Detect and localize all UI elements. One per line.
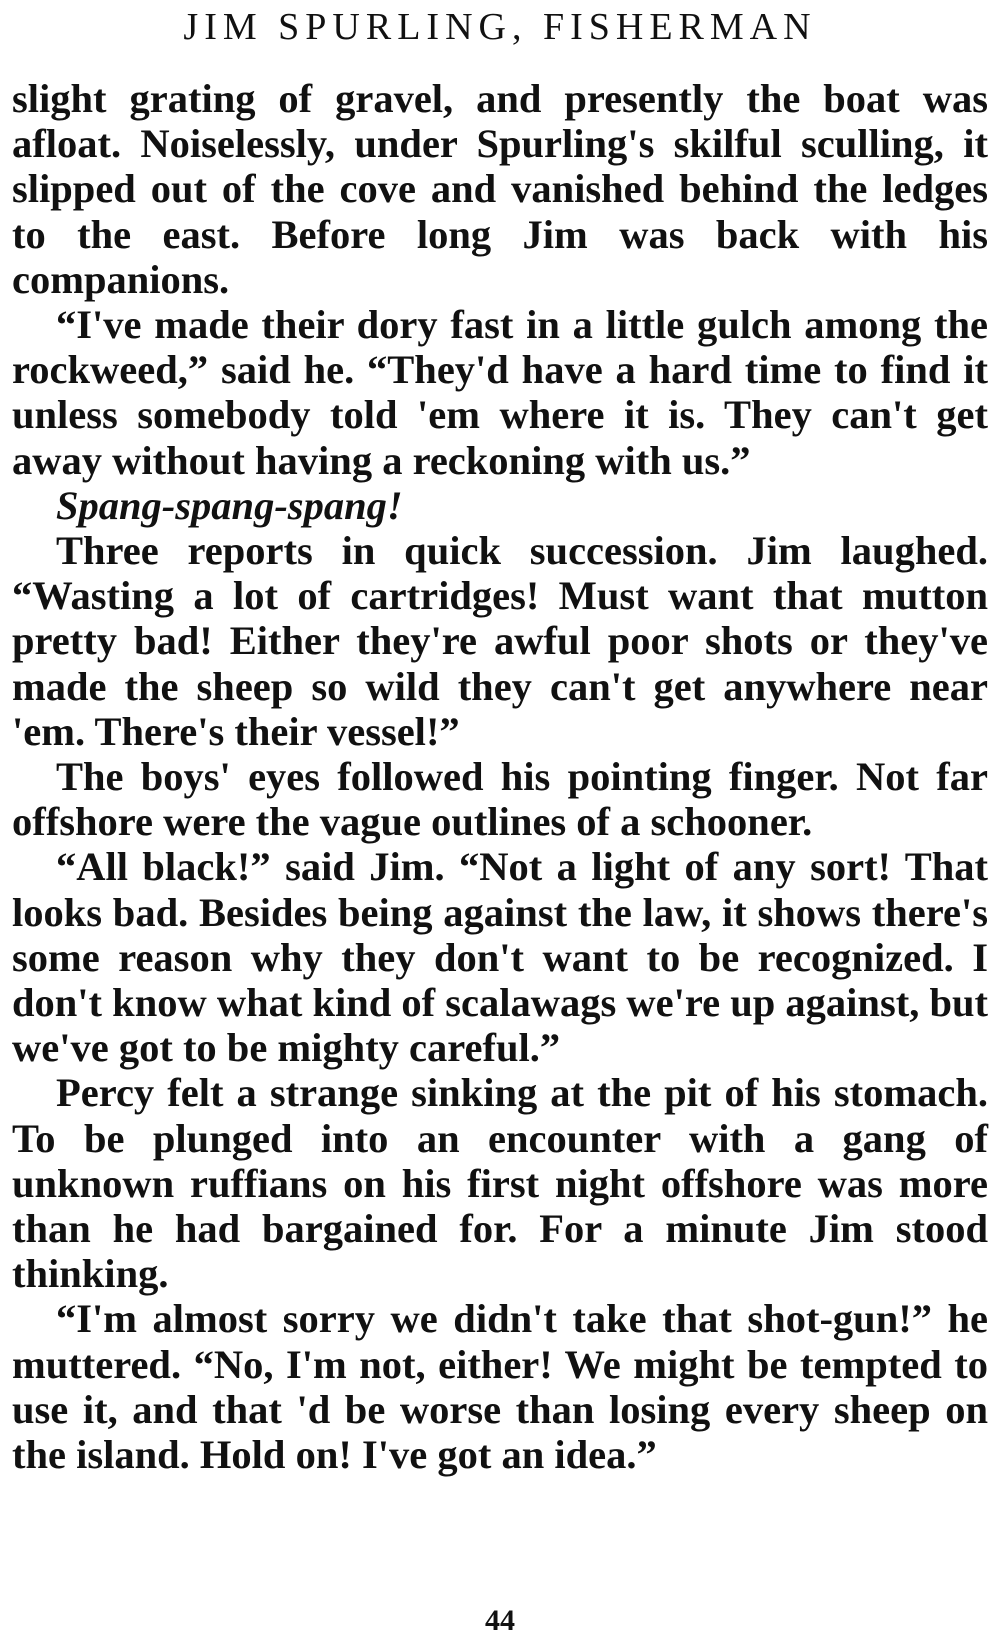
paragraph-continuation: slight grating of gravel, and presently the boat was afloat. Noiselessly, under Spurling's skilful sculling, it slipped out of the cove and vanished behind the ledges to the east. Before long Jim was back with his companions. [12, 76, 988, 302]
running-title: JIM SPURLING, FISHERMAN [183, 6, 817, 48]
paragraph-gunshots: Spang-spang-spang! [56, 482, 403, 528]
paragraph-all-black: “All black!” said Jim. “Not a light of any sort! That looks bad. Besides being against the law, it shows there's some reason why they don't want to be recognized. I don't know what kind of scalawags we're up against, but we've got to be mighty careful.” [12, 844, 988, 1071]
paragraph-dory: “I've made their dory fast in a little gulch among the rockweed,” said he. “They'd have a hard time to find it unless somebody told 'em where it is. They can't get away without having a reckoning with us.” [12, 302, 988, 483]
paragraph-percy: Percy felt a strange sinking at the pit of his stomach. To be plunged into an encounter with a gang of unknown ruffians on his first night offshore was more than he had bargained for. For a minute Jim stood thinking. [12, 1070, 988, 1297]
paragraph-shotgun: “I'm almost sorry we didn't take that shot-gun!” he muttered. “No, I'm not, either! We might be tempted to use it, and that 'd be worse than losing every sheep on the island. Hold on! I've got an idea.” [12, 1296, 988, 1478]
paragraph-schooner: The boys' eyes followed his pointing finger. Not far offshore were the vague outlines of a schooner. [12, 754, 988, 845]
paragraph-reports: Three reports in quick succession. Jim laughed. “Wasting a lot of cartridges! Must want that mutton pretty bad! Either they're awful poor shots or they've made the sheep so wild they can't get anywhere near 'em. There's their vessel!” [12, 528, 988, 754]
body-text [12, 76, 988, 1477]
page-number: 44 [485, 1604, 515, 1637]
